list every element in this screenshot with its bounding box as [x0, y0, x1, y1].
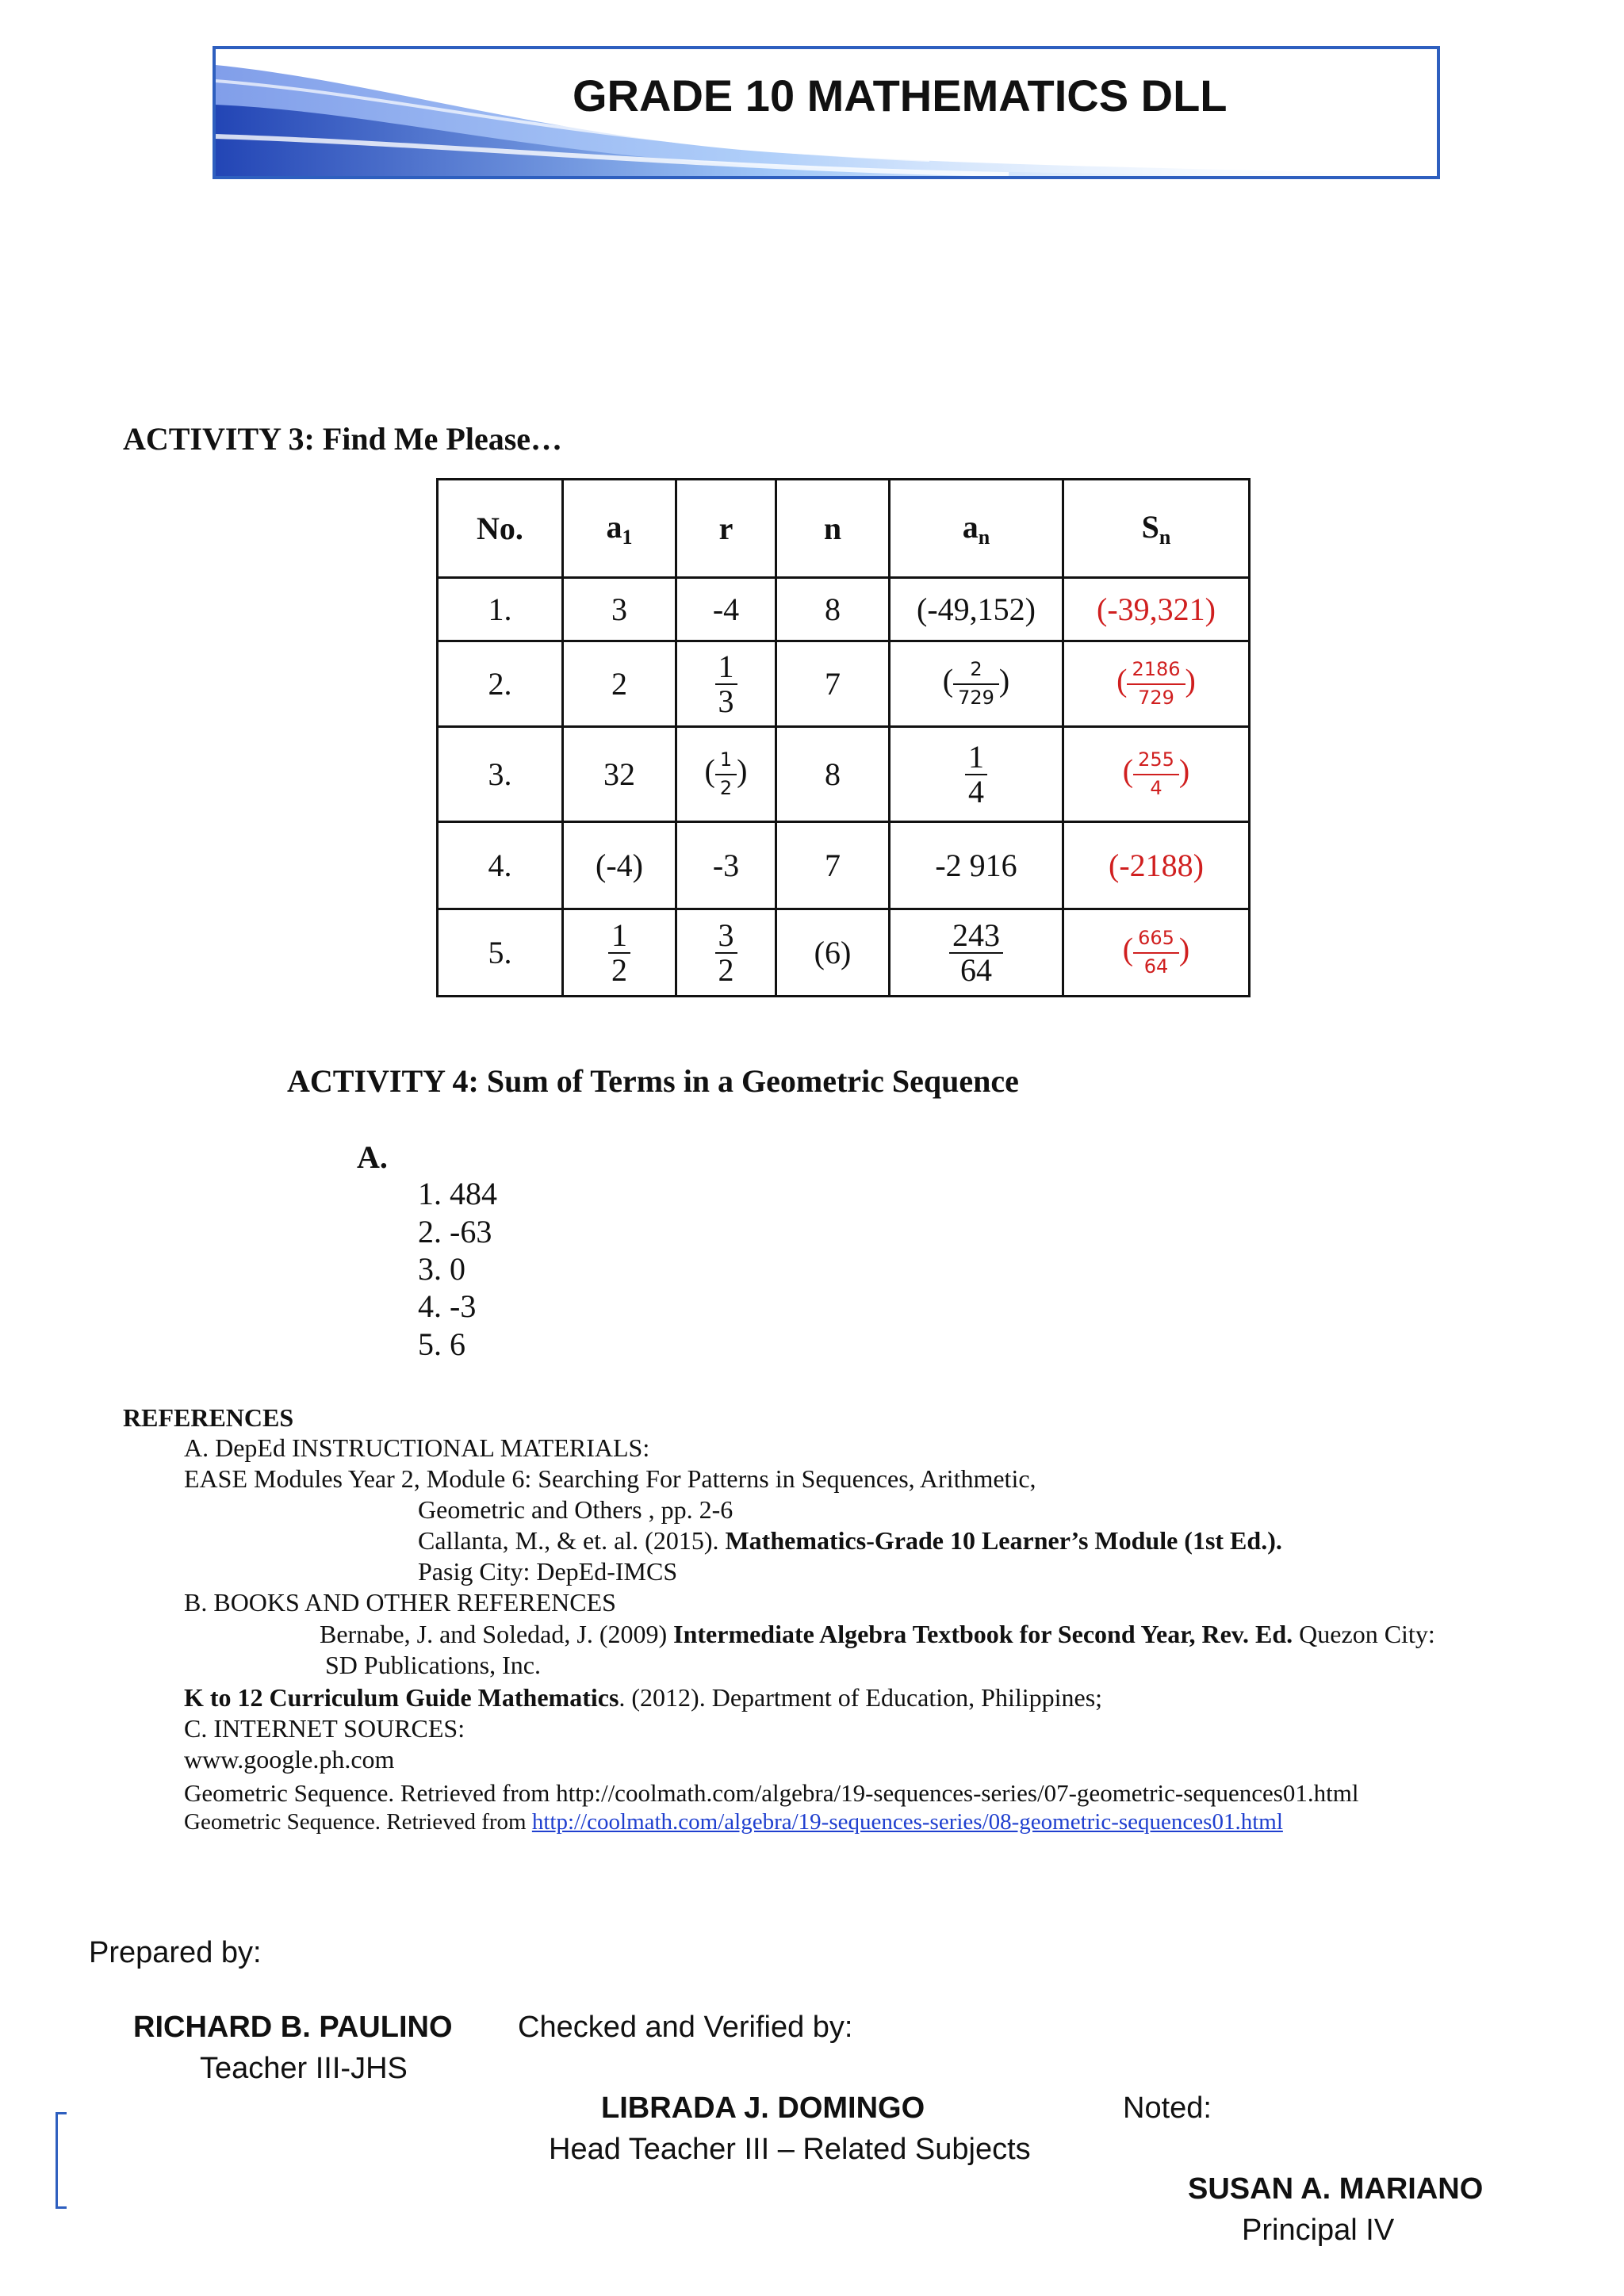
- fraction: [949, 916, 1003, 988]
- col-header-sn: [1063, 480, 1250, 578]
- fraction: [1127, 658, 1185, 709]
- fraction: [1133, 748, 1179, 799]
- ref-sd-publications: SD Publications, Inc.: [325, 1651, 541, 1679]
- checked-by-label: Checked and Verified by:: [518, 2011, 853, 2044]
- ref-callanta-author: Callanta, M., & et. al. (2015).: [418, 1526, 719, 1555]
- ref-k12-details: . (2012). Department of Education, Philippines;: [619, 1683, 1103, 1712]
- cell-sn: (-39,321): [1063, 578, 1250, 641]
- fraction: [965, 740, 987, 809]
- fraction-denominator: 3: [718, 683, 734, 719]
- cell-n: 7: [776, 641, 890, 727]
- fraction-numerator: 2186: [1127, 658, 1185, 684]
- activity3-table: [436, 478, 1251, 997]
- ref-geometric-2-text: Geometric Sequence. Retrieved from: [184, 1809, 532, 1835]
- fraction-numerator: 255: [1133, 748, 1179, 775]
- col-header-a1: [563, 480, 676, 578]
- table-row: [438, 727, 1250, 822]
- cell-no: 4.: [438, 822, 563, 909]
- table-row: [438, 909, 1250, 997]
- cell-sn: (-2188): [1063, 822, 1250, 909]
- ref-callanta-title: Mathematics-Grade 10 Learner’s Module (1st Ed.).: [725, 1526, 1282, 1555]
- ref-ease-line2: Geometric and Others , pp. 2-6: [418, 1495, 733, 1524]
- ref-bernabe-author: Bernabe, J. and Soledad, J. (2009): [320, 1620, 668, 1648]
- ref-geometric-2-link[interactable]: http://coolmath.com/algebra/19-sequences-series/08-geometric-sequences01.html: [531, 1809, 1283, 1835]
- cell-no: 2.: [438, 641, 563, 727]
- noter-title: Principal IV: [1242, 2214, 1395, 2247]
- ref-k12: [184, 1683, 1102, 1712]
- fraction-denominator: 2: [719, 776, 733, 799]
- fraction-denominator: 2: [718, 951, 734, 988]
- cell-r: ( $\frac{1}{2}$ ): [676, 727, 776, 822]
- cell-a1: (-4): [563, 822, 676, 909]
- fraction-numerator: 1: [608, 919, 630, 954]
- checker-title: Head Teacher III – Related Subjects: [549, 2133, 1031, 2166]
- table-row: [438, 822, 1250, 909]
- fraction-numerator: 2: [953, 658, 999, 684]
- sn-base: S: [1141, 508, 1159, 545]
- answer-item: 4. -3: [418, 1288, 477, 1324]
- fraction-numerator: 243: [949, 919, 1003, 954]
- prepared-by-label: Prepared by:: [89, 1936, 262, 1969]
- ref-c-heading: C. INTERNET SOURCES:: [184, 1714, 465, 1743]
- an-sub: n: [978, 525, 990, 549]
- sn-sub: n: [1159, 525, 1171, 549]
- ref-google: www.google.ph.com: [184, 1745, 395, 1774]
- cell-a1: 2: [563, 641, 676, 727]
- fraction: [715, 748, 737, 799]
- cell-a1: 32: [563, 727, 676, 822]
- ref-bernabe: [320, 1620, 1435, 1649]
- ref-pasig: Pasig City: DepEd-IMCS: [418, 1557, 678, 1586]
- fraction-denominator: 64: [1143, 955, 1169, 978]
- fraction: [715, 916, 737, 988]
- fraction-numerator: 665: [1133, 927, 1179, 953]
- a1-base: a: [606, 508, 622, 545]
- preparer-title: Teacher III-JHS: [200, 2052, 408, 2085]
- activity4-title: ACTIVITY 4: Sum of Terms in a Geometric Sequence: [287, 1063, 1019, 1099]
- preparer-name: RICHARD B. PAULINO: [133, 2011, 453, 2044]
- cell-an: (-49,152): [890, 578, 1063, 641]
- fraction: [953, 658, 999, 709]
- noter-name: SUSAN A. MARIANO: [1188, 2172, 1484, 2206]
- margin-bracket: [56, 2112, 67, 2209]
- cell-no: 5.: [438, 909, 563, 997]
- answer-item: 1. 484: [418, 1176, 497, 1211]
- cell-sn: ( $\frac{665}{64}$ ): [1063, 909, 1250, 997]
- fraction-denominator: 64: [960, 951, 992, 988]
- checker-name: LIBRADA J. DOMINGO: [601, 2091, 925, 2125]
- fraction-numerator: 1: [715, 748, 737, 775]
- cell-a1: 3: [563, 578, 676, 641]
- col-header-no: No.: [438, 480, 563, 578]
- cell-r: -3: [676, 822, 776, 909]
- an-base: a: [962, 508, 979, 545]
- cell-an: ( $\frac{2}{729}$ ): [890, 641, 1063, 727]
- ref-geometric-1: Geometric Sequence. Retrieved from http://coolmath.com/algebra/19-sequences-series/07-geometric-sequences01.html: [184, 1779, 1359, 1807]
- fraction-numerator: 1: [715, 650, 737, 685]
- cell-a1: [563, 909, 676, 997]
- cell-an: [890, 909, 1063, 997]
- cell-n: 7: [776, 822, 890, 909]
- a1-sub: 1: [622, 525, 633, 549]
- fraction-denominator: 4: [968, 773, 984, 809]
- page-title: GRADE 10 MATHEMATICS DLL: [573, 71, 1228, 121]
- col-header-n: n: [776, 480, 890, 578]
- cell-an: -2 916: [890, 822, 1063, 909]
- fraction: [715, 650, 737, 718]
- activity3-title: ACTIVITY 3: Find Me Please…: [123, 421, 563, 457]
- table-row: [438, 641, 1250, 727]
- fraction: [1133, 927, 1179, 978]
- cell-an: [890, 727, 1063, 822]
- ref-bernabe-title: Intermediate Algebra Textbook for Second Year, Rev. Ed.: [673, 1620, 1293, 1648]
- ref-k12-title: K to 12 Curriculum Guide Mathematics: [184, 1683, 619, 1712]
- ref-a-heading: A. DepEd INSTRUCTIONAL MATERIALS:: [184, 1433, 650, 1462]
- cell-n: 8: [776, 727, 890, 822]
- cell-r: -4: [676, 578, 776, 641]
- header-banner: [213, 46, 1440, 179]
- answer-item: 2. -63: [418, 1214, 492, 1249]
- references-heading: REFERENCES: [123, 1403, 294, 1432]
- cell-r: [676, 641, 776, 727]
- activity4-section-label: A.: [357, 1139, 388, 1175]
- cell-no: 1.: [438, 578, 563, 641]
- cell-no: 3.: [438, 727, 563, 822]
- table-header-row: [438, 480, 1250, 578]
- fraction-denominator: 4: [1150, 776, 1162, 799]
- ref-callanta: [418, 1526, 1282, 1556]
- fraction-numerator: 3: [715, 919, 737, 954]
- noted-label: Noted:: [1123, 2091, 1212, 2125]
- answer-item: 3. 0: [418, 1251, 465, 1287]
- fraction-denominator: 2: [611, 951, 627, 988]
- fraction-denominator: 729: [1138, 686, 1174, 709]
- fraction: [608, 916, 630, 988]
- cell-sn: ( $\frac{255}{4}$ ): [1063, 727, 1250, 822]
- fraction-numerator: 1: [965, 740, 987, 775]
- cell-n: 8: [776, 578, 890, 641]
- cell-n: (6): [776, 909, 890, 997]
- ref-b-heading: B. BOOKS AND OTHER REFERENCES: [184, 1588, 616, 1617]
- ref-bernabe-place: Quezon City:: [1299, 1620, 1435, 1648]
- answer-item: 5. 6: [418, 1326, 465, 1362]
- fraction-denominator: 729: [958, 686, 994, 709]
- cell-sn: ( $\frac{2186}{729}$ ): [1063, 641, 1250, 727]
- cell-r: [676, 909, 776, 997]
- ref-ease-line1: EASE Modules Year 2, Module 6: Searching For Patterns in Sequences, Arithmetic,: [184, 1464, 1036, 1493]
- ref-geometric-2: [184, 1809, 1283, 1835]
- col-header-an: [890, 480, 1063, 578]
- table-row: [438, 578, 1250, 641]
- col-header-r: r: [676, 480, 776, 578]
